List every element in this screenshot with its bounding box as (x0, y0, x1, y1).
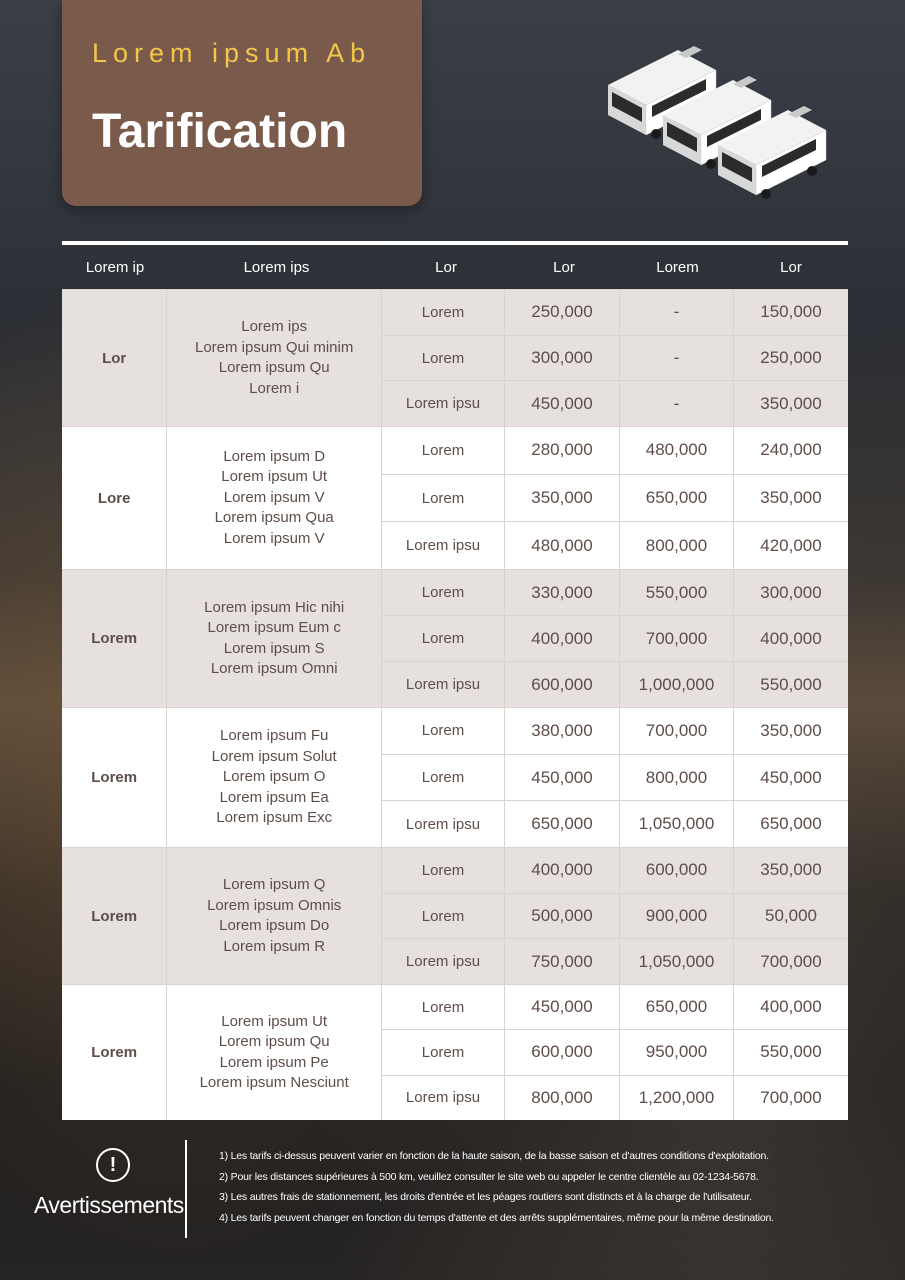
type-cell: Lorem ipsu (382, 662, 505, 707)
column-header: Lor (553, 258, 575, 276)
price-cell: 650,000 (620, 985, 734, 1029)
table-row (382, 848, 848, 894)
price-cell: 550,000 (760, 1042, 822, 1062)
price-cell: 450,000 (505, 985, 620, 1029)
table-row (382, 985, 848, 1030)
description-line: Lorem ipsum Ut (221, 468, 328, 486)
warning-item: 1) Les tarifs ci-dessus peuvent varier en fonction de la haute saison, de la basse saison et d'autres conditions d'exploitation. (219, 1150, 769, 1162)
price-cell: 330,000 (505, 570, 620, 615)
column-header: Lor (435, 258, 457, 276)
price-rows (382, 290, 848, 426)
type-cell: Lorem ipsu (382, 381, 505, 426)
description-line: Lorem ipsum V (223, 488, 325, 506)
description-line: Lorem ipsum Q (222, 876, 326, 893)
description-line: Lorem ipsum D (223, 447, 326, 465)
column-header: Lorem ip (85, 258, 145, 276)
price-rows (382, 427, 848, 569)
description-line: Lorem ipsum Hic nihi (204, 598, 345, 616)
table-header (62, 245, 848, 289)
warnings-list (219, 1146, 774, 1228)
price-cell: 1,200,000 (620, 1076, 734, 1120)
type-cell: Lorem (382, 894, 505, 939)
page-subtitle: Lorem ipsum Ab (92, 38, 372, 68)
type-cell: Lorem (382, 427, 505, 474)
price-cell: 450,000 (505, 381, 620, 426)
price-cell: 600,000 (505, 1030, 620, 1074)
table-row (382, 290, 848, 336)
table-row (382, 894, 848, 940)
type-cell: Lorem (382, 616, 505, 661)
category-cell: Lorem (62, 570, 167, 707)
price-cell: 950,000 (620, 1030, 734, 1074)
table-row (382, 755, 848, 802)
type-cell: Lorem (382, 755, 505, 801)
table-row (382, 662, 848, 707)
table-group (62, 984, 848, 1120)
table-group (62, 569, 848, 707)
description-cell (167, 985, 382, 1120)
category-cell: Lore (62, 427, 167, 569)
price-cell: 380,000 (505, 708, 620, 754)
table-row (382, 708, 848, 755)
description-line: Lorem ipsum Qu (218, 1033, 330, 1050)
table-row (382, 570, 848, 616)
bus-illustration (598, 30, 848, 210)
table-row (382, 1076, 848, 1120)
type-cell: Lorem (382, 985, 505, 1029)
price-cell: 350,000 (760, 393, 822, 413)
price-cell: 700,000 (620, 616, 734, 661)
category-cell: Lor (62, 290, 167, 426)
description-line: Lorem ipsum Do (219, 917, 330, 934)
price-cell: 400,000 (505, 616, 620, 661)
warning-item: 3) Les autres frais de stationnement, les droits d'entrée et les péages routiers sont distincts et à la charge de l'utilisateur. (219, 1191, 752, 1204)
description-line: Lorem ipsum Omnis (207, 896, 342, 914)
price-cell: 800,000 (505, 1076, 620, 1120)
price-cell: 550,000 (620, 570, 734, 615)
description-line: Lorem ips (241, 318, 308, 335)
description-line: Lorem ipsum Ut (221, 1012, 328, 1030)
description-line: Lorem ipsum Solut (211, 747, 337, 765)
description-line: Lorem ipsum Qua (214, 509, 334, 527)
description-line: Lorem ipsum Pe (219, 1053, 329, 1071)
description-line: Lorem ipsum O (222, 768, 326, 786)
price-cell: 800,000 (620, 522, 734, 569)
table-group (62, 707, 848, 847)
type-cell: Lorem (382, 475, 505, 522)
price-cell: 420,000 (760, 535, 822, 555)
description-cell (167, 290, 382, 426)
price-cell: 480,000 (620, 427, 734, 474)
description-line: Lorem ipsum Ea (219, 788, 329, 806)
description-line: Lorem ipsum R (223, 937, 326, 955)
warnings-section (0, 1140, 905, 1240)
table-row (382, 522, 848, 569)
price-rows (382, 848, 848, 984)
price-cell: 500,000 (505, 894, 620, 939)
price-cell: 250,000 (760, 348, 822, 367)
price-cell: 400,000 (760, 628, 822, 648)
price-cell: 50,000 (765, 906, 817, 925)
table-row (382, 939, 848, 984)
divider (185, 1140, 187, 1238)
price-cell: 350,000 (505, 475, 620, 522)
price-cell: 150,000 (760, 302, 822, 322)
type-cell: Lorem ipsu (382, 801, 505, 847)
price-cell: 450,000 (505, 755, 620, 801)
warning-item: 4) Les tarifs peuvent changer en fonction du temps d'attente et des arrêts supplémentaires, même pour la même destination. (219, 1211, 774, 1224)
type-cell: Lorem ipsu (382, 939, 505, 984)
price-cell: - (620, 290, 734, 335)
description-line: Lorem ipsum Eum c (207, 619, 341, 636)
type-cell: Lorem (382, 570, 505, 615)
table-row (382, 801, 848, 847)
column-header: Lorem ips (243, 258, 310, 276)
price-cell: 1,050,000 (620, 939, 734, 984)
price-cell: 700,000 (760, 951, 822, 971)
description-cell (167, 708, 382, 847)
description-line: Lorem ipsum Omni (210, 660, 338, 677)
description-line: Lorem ipsum Nesciunt (199, 1074, 349, 1091)
price-cell: 750,000 (505, 939, 620, 984)
description-line: Lorem ipsum Exc (216, 809, 333, 827)
price-cell: - (620, 336, 734, 381)
type-cell: Lorem (382, 848, 505, 893)
price-cell: 300,000 (760, 582, 822, 602)
price-cell: 450,000 (760, 767, 822, 787)
exclamation-circle-icon: ! (96, 1148, 130, 1182)
category-cell: Lorem (62, 848, 167, 984)
description-cell (167, 570, 382, 707)
warnings-label: Avertissements (34, 1192, 184, 1218)
description-cell (167, 427, 382, 569)
price-table (62, 241, 848, 1120)
price-rows (382, 708, 848, 847)
column-header: Lorem (656, 258, 699, 276)
price-cell: 1,050,000 (620, 801, 734, 847)
description-line: Lorem ipsum Qu (218, 359, 330, 376)
type-cell: Lorem ipsu (382, 522, 505, 569)
price-cell: 400,000 (505, 848, 620, 893)
type-cell: Lorem (382, 1030, 505, 1074)
price-cell: - (620, 381, 734, 426)
price-cell: 600,000 (620, 848, 734, 893)
description-line: Lorem ipsum S (223, 639, 325, 657)
table-body (62, 289, 848, 1120)
price-cell: 400,000 (760, 997, 822, 1017)
table-row (382, 381, 848, 426)
price-cell: 1,000,000 (620, 662, 734, 707)
price-cell: 300,000 (505, 336, 620, 381)
description-line: Lorem ipsum Qui minim (194, 338, 354, 356)
price-cell: 700,000 (620, 708, 734, 754)
table-row (382, 427, 848, 475)
price-rows (382, 570, 848, 707)
price-cell: 600,000 (505, 662, 620, 707)
type-cell: Lorem ipsu (382, 1076, 505, 1120)
price-cell: 650,000 (505, 801, 620, 847)
price-cell: 550,000 (760, 674, 822, 694)
price-cell: 250,000 (505, 290, 620, 335)
type-cell: Lorem (382, 290, 505, 335)
price-cell: 350,000 (760, 860, 822, 880)
description-line: Lorem ipsum V (223, 529, 325, 547)
table-row (382, 616, 848, 662)
price-cell: 900,000 (620, 894, 734, 939)
description-line: Lorem ipsum Fu (219, 727, 329, 745)
description-line: Lorem i (249, 379, 300, 397)
table-group (62, 847, 848, 984)
category-cell: Lorem (62, 985, 167, 1120)
column-header: Lor (780, 258, 802, 276)
table-group (62, 426, 848, 569)
price-cell: 650,000 (620, 475, 734, 522)
price-cell: 240,000 (760, 440, 822, 460)
price-cell: 650,000 (760, 814, 822, 834)
table-row (382, 1030, 848, 1075)
price-cell: 800,000 (620, 755, 734, 801)
price-rows (382, 985, 848, 1120)
title-card (62, 0, 422, 206)
price-cell: 280,000 (505, 427, 620, 474)
price-cell: 480,000 (505, 522, 620, 569)
table-row (382, 475, 848, 523)
warning-item: 2) Pour les distances supérieures à 500 km, veuillez consulter le site web ou appeler le centre clientèle au 02-1234-5678. (219, 1170, 759, 1183)
category-cell: Lorem (62, 708, 167, 847)
price-cell: 350,000 (760, 488, 822, 507)
description-cell (167, 848, 382, 984)
price-cell: 350,000 (760, 720, 822, 740)
type-cell: Lorem (382, 336, 505, 381)
page-title: Tarification (92, 105, 348, 158)
price-cell: 700,000 (760, 1087, 822, 1107)
table-group (62, 289, 848, 426)
type-cell: Lorem (382, 708, 505, 754)
table-row (382, 336, 848, 382)
